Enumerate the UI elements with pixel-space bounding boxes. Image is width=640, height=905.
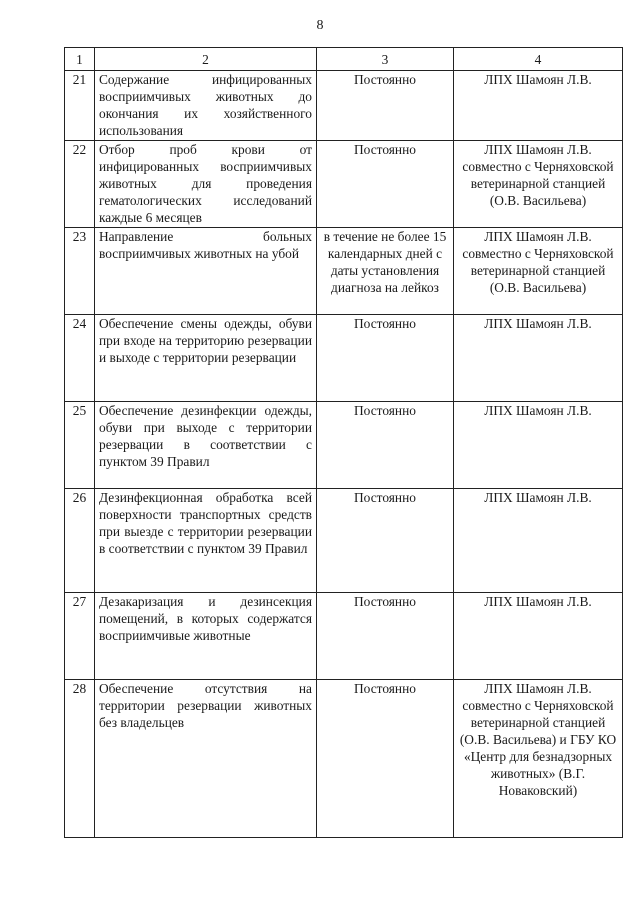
table-row (65, 228, 623, 315)
measure-period: Постоянно (317, 593, 454, 680)
row-number: 27 (65, 593, 95, 680)
responsible-party: ЛПХ Шамоян Л.В. (454, 402, 623, 489)
responsible-party: ЛПХ Шамоян Л.В. (454, 593, 623, 680)
measure-period: Постоянно (317, 680, 454, 838)
row-number: 26 (65, 489, 95, 593)
row-number: 24 (65, 315, 95, 402)
table-row (65, 141, 623, 228)
measure-description: Отбор проб крови от инфицированных восприимчивых животных для проведения гематологических исследований каждые 6 месяцев (95, 141, 317, 228)
table-row (65, 71, 623, 141)
responsible-party: ЛПХ Шамоян Л.В. (454, 489, 623, 593)
header-col-4: 4 (454, 48, 623, 71)
measure-description: Обеспечение отсутствия на территории резервации животных без владельцев (95, 680, 317, 838)
table-row (65, 315, 623, 402)
responsible-party: ЛПХ Шамоян Л.В. (454, 315, 623, 402)
measures-table (64, 47, 623, 838)
measure-description: Обеспечение дезинфекции одежды, обуви при выходе с территории резервации в соответствии с пунктом 39 Правил (95, 402, 317, 489)
responsible-party: ЛПХ Шамоян Л.В. совместно с Черняховской ветеринарной станцией (О.В. Васильева) (454, 228, 623, 315)
measure-description: Направление больных восприимчивых животных на убой (95, 228, 317, 315)
measure-period: Постоянно (317, 71, 454, 141)
row-number: 21 (65, 71, 95, 141)
responsible-party: ЛПХ Шамоян Л.В. совместно с Черняховской ветеринарной станцией (О.В. Васильева) и ГБУ КО «Центр для безнадзорных животных» (В.Г. Новаковский) (454, 680, 623, 838)
row-number: 22 (65, 141, 95, 228)
measure-period: Постоянно (317, 402, 454, 489)
table-row (65, 402, 623, 489)
responsible-party: ЛПХ Шамоян Л.В. (454, 71, 623, 141)
header-col-1: 1 (65, 48, 95, 71)
row-number: 23 (65, 228, 95, 315)
page-number: 8 (316, 18, 324, 33)
measure-description: Дезакаризация и дезинсекция помещений, в которых содержатся восприимчивые животные (95, 593, 317, 680)
header-col-2: 2 (95, 48, 317, 71)
measure-period: Постоянно (317, 315, 454, 402)
measure-period: Постоянно (317, 489, 454, 593)
row-number: 28 (65, 680, 95, 838)
header-row (65, 48, 623, 71)
measure-description: Содержание инфицированных восприимчивых животных до окончания их хозяйственного использования (95, 71, 317, 141)
measure-period: в течение не более 15 календарных дней с даты установления диагноза на лейкоз (317, 228, 454, 315)
responsible-party: ЛПХ Шамоян Л.В. совместно с Черняховской ветеринарной станцией (О.В. Васильева) (454, 141, 623, 228)
table-row (65, 593, 623, 680)
measure-description: Обеспечение смены одежды, обуви при входе на территорию резервации и выходе с территории резервации (95, 315, 317, 402)
measure-description: Дезинфекционная обработка всей поверхности транспортных средств при выезде с территории резервации в соответствии с пунктом 39 Правил (95, 489, 317, 593)
measure-period: Постоянно (317, 141, 454, 228)
header-col-3: 3 (317, 48, 454, 71)
table-row (65, 680, 623, 838)
table-row (65, 489, 623, 593)
row-number: 25 (65, 402, 95, 489)
